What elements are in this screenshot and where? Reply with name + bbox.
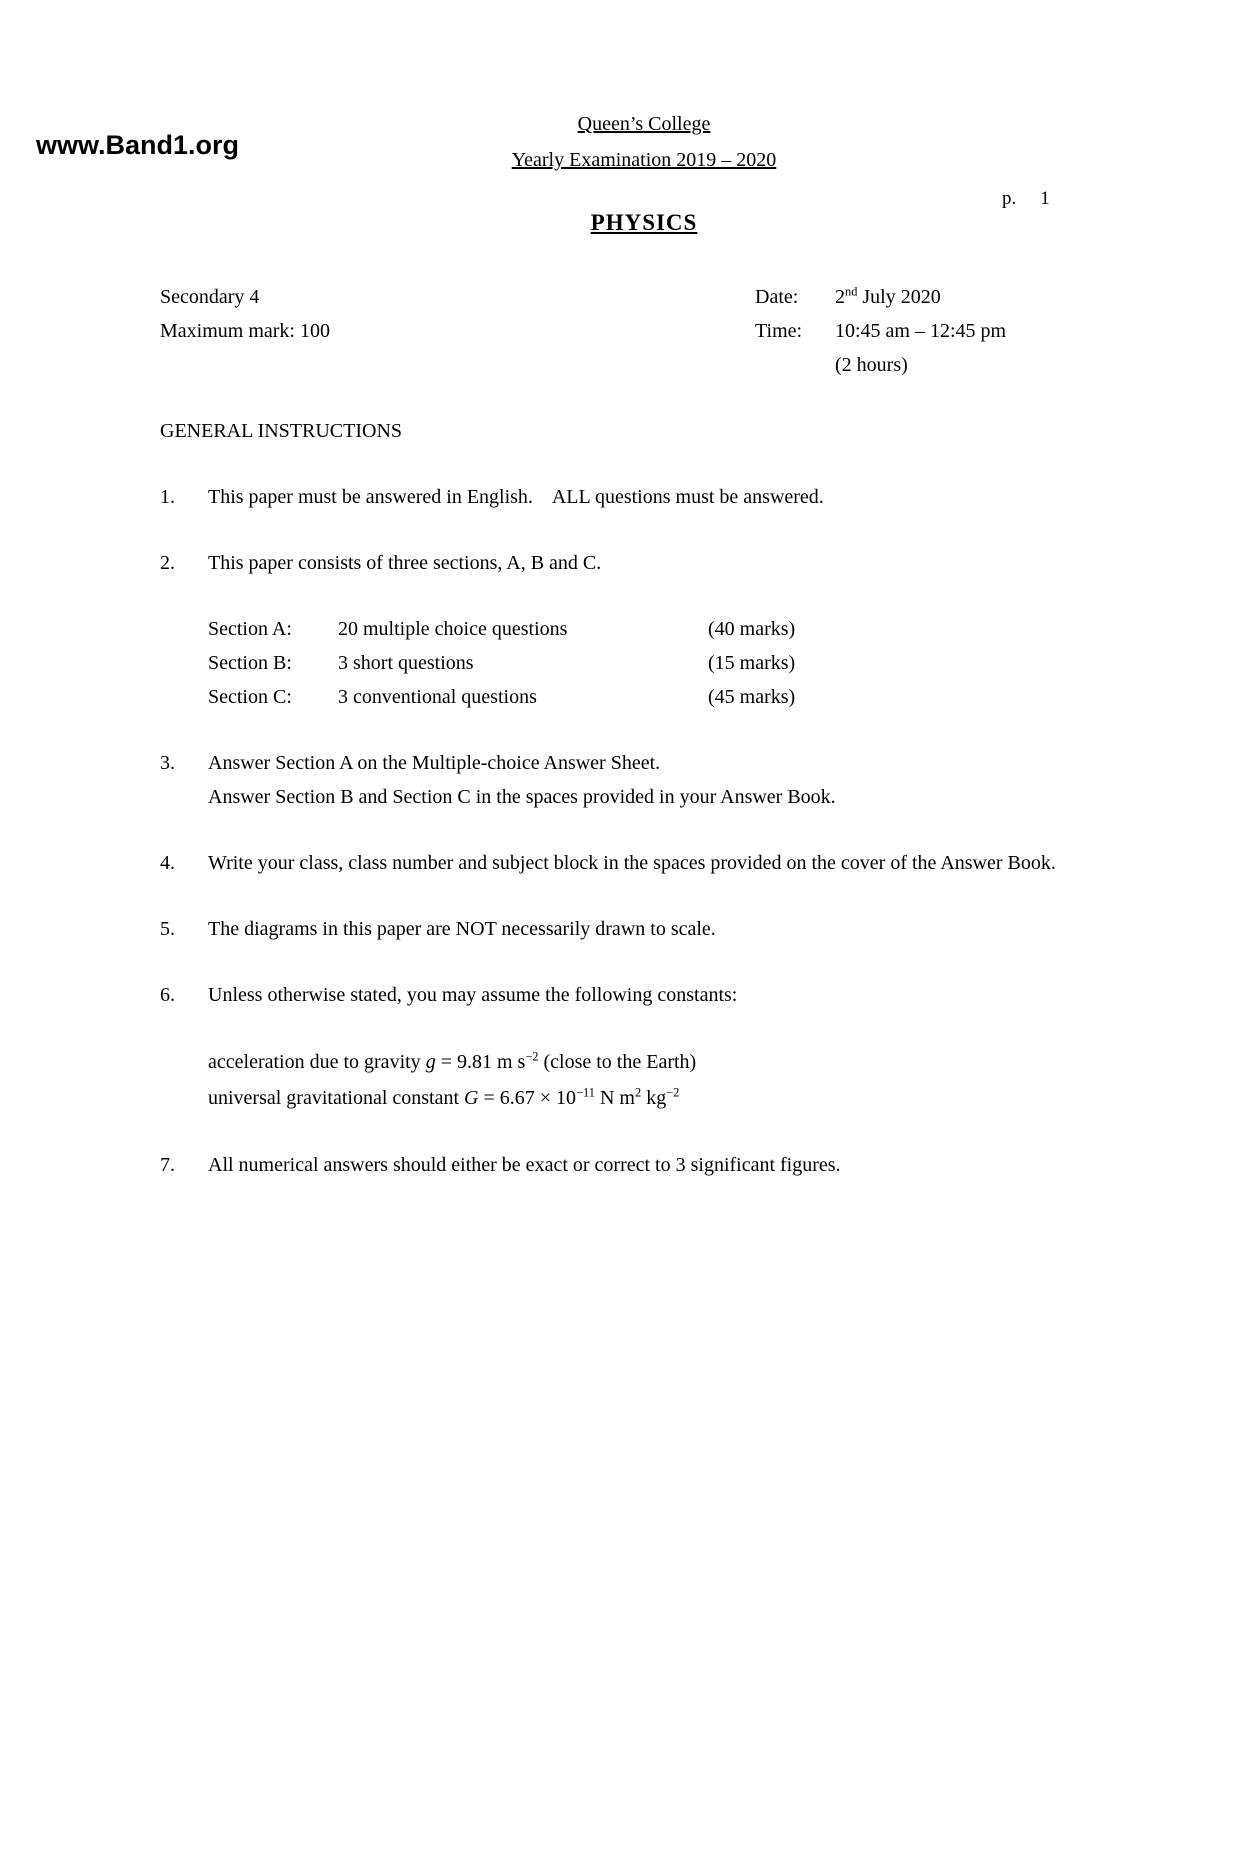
time-value: 10:45 am – 12:45 pm (835, 320, 1007, 342)
exam-info-right (755, 280, 1128, 382)
constant-gravity (208, 1044, 1128, 1080)
constant-gravity-text3: (close to the Earth) (538, 1051, 697, 1073)
instruction-item-4 (160, 846, 1128, 880)
instruction-text: This paper must be answered in English. ALL questions must be answered. (208, 486, 824, 508)
duration-spacer (755, 348, 835, 382)
instruction-text: All numerical answers should either be exact or correct to 3 significant figures. (208, 1154, 841, 1176)
exam-title: Yearly Examination 2019 – 2020 (511, 149, 777, 171)
instruction-number: 5. (160, 918, 175, 940)
instruction-text: Write your class, class number and subject block in the spaces provided on the cover of the Answer Book. (208, 852, 1056, 874)
school-name: Queen’s College (577, 113, 711, 135)
instruction-text-line2: Answer Section B and Section C in the spaces provided in your Answer Book. (208, 786, 836, 808)
instruction-text: Unless otherwise stated, you may assume the following constants: (208, 984, 738, 1006)
instruction-item-2 (160, 546, 1128, 580)
gravitation-symbol: G (464, 1087, 479, 1109)
page-number (1002, 182, 1050, 216)
time-label: Time: (755, 320, 803, 342)
instruction-text: This paper consists of three sections, A, B and C. (208, 552, 602, 574)
instruction-item-6 (160, 978, 1128, 1012)
instruction-item-5 (160, 912, 1128, 946)
section-row-b (208, 646, 1128, 680)
instruction-number: 6. (160, 984, 175, 1006)
instruction-number: 3. (160, 752, 175, 774)
constant-gravity-text1: acceleration due to gravity (208, 1051, 426, 1073)
instruction-text-line1: Answer Section A on the Multiple-choice Answer Sheet. (208, 752, 661, 774)
instruction-number: 1. (160, 486, 175, 508)
document-content (0, 106, 1240, 1182)
instruction-number: 7. (160, 1154, 175, 1176)
page-number-value: 1 (1040, 188, 1050, 209)
duration-value: (2 hours) (835, 354, 908, 376)
section-desc: 3 short questions (338, 652, 474, 674)
subject-title: PHYSICS (590, 210, 698, 235)
constant-gravitation-text3: N m (594, 1087, 635, 1109)
section-row-a (208, 612, 1128, 646)
class-level: Secondary 4 (160, 286, 260, 308)
instruction-item-7 (160, 1148, 1128, 1182)
gravitation-exponent1: −11 (576, 1085, 595, 1100)
date-ordinal: nd (845, 284, 858, 299)
sections-table (208, 612, 1128, 714)
gravity-exponent: −2 (525, 1049, 539, 1064)
section-marks: (40 marks) (708, 618, 796, 640)
section-label: Section A: (208, 618, 292, 640)
instruction-item-1 (160, 480, 1128, 514)
instruction-number: 4. (160, 852, 175, 874)
constants-block (208, 1044, 1128, 1116)
max-mark: Maximum mark: 100 (160, 320, 330, 342)
section-desc: 3 conventional questions (338, 686, 537, 708)
section-label: Section B: (208, 652, 292, 674)
section-marks: (15 marks) (708, 652, 796, 674)
section-label: Section C: (208, 686, 292, 708)
date-value (835, 280, 1128, 314)
date-label: Date: (755, 286, 799, 308)
exam-info (160, 280, 1128, 382)
section-desc: 20 multiple choice questions (338, 618, 568, 640)
date-day: 2 (835, 286, 845, 308)
instruction-text: The diagrams in this paper are NOT necessarily drawn to scale. (208, 918, 716, 940)
constant-gravitation (208, 1080, 1128, 1116)
time-row (755, 314, 1128, 348)
instruction-item-3 (160, 746, 1128, 814)
instructions-title: GENERAL INSTRUCTIONS (160, 420, 403, 442)
section-row-c (208, 680, 1128, 714)
watermark: www.Band1.org (36, 130, 240, 160)
exam-header (160, 106, 1128, 240)
section-marks: (45 marks) (708, 686, 796, 708)
gravity-symbol: g (425, 1051, 436, 1073)
constant-gravitation-text1: universal gravitational constant (208, 1087, 465, 1109)
constant-gravitation-text4: kg (641, 1087, 667, 1109)
duration-row (755, 348, 1128, 382)
constant-gravity-text2: = 9.81 m s (435, 1051, 526, 1073)
date-rest: July 2020 (857, 286, 941, 308)
instruction-text (208, 746, 1128, 814)
exam-info-left (160, 280, 755, 382)
instruction-number: 2. (160, 552, 175, 574)
page-number-label: p. (1002, 188, 1017, 209)
constant-gravitation-text2: = 6.67 × 10 (478, 1087, 577, 1109)
date-row (755, 280, 1128, 314)
gravitation-exponent3: −2 (666, 1085, 680, 1100)
gravitation-exponent2: 2 (634, 1085, 642, 1100)
